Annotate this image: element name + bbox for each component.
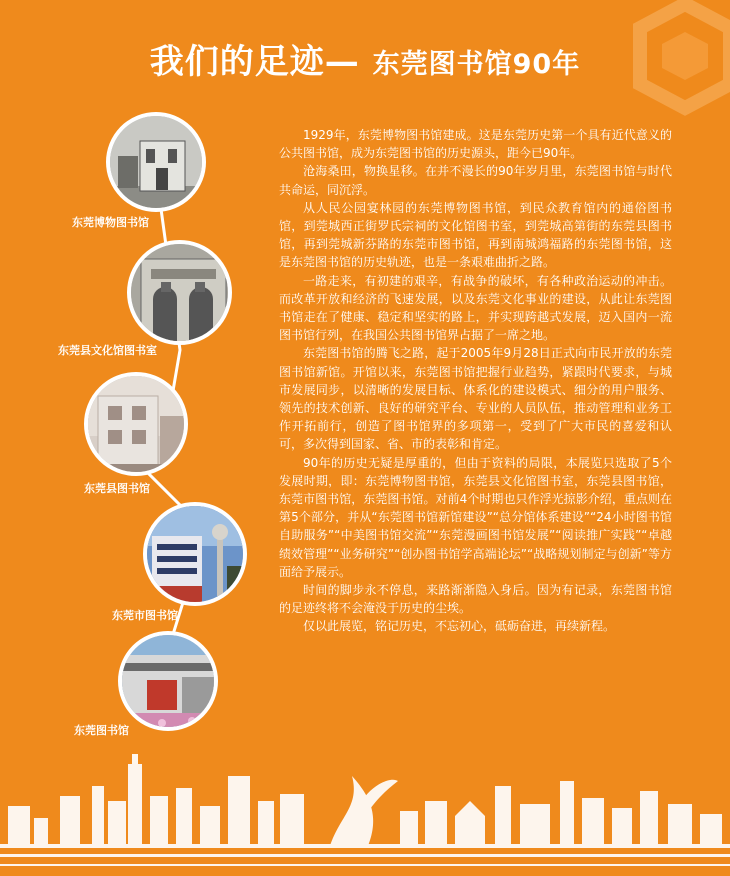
- paragraph: 仅以此展览，铭记历史，不忘初心，砥砺奋进，再续新程。: [303, 619, 616, 634]
- paragraph: 沧海桑田，物换星移。在并不漫长的90年岁月里，东莞图书馆与时代共命运，同沉浮。: [279, 164, 672, 197]
- arched-facade-photo: [127, 240, 232, 345]
- paragraph: 90年的历史无疑是厚重的，但由于资料的局限，本展览只选取了5个发展时期，即：东莞博物图书馆，东莞县文化馆图书室，东莞县图书馆，东莞市图书馆，东莞图书馆。对前4个时期也只作浮光掠影介绍，重点则在第5个部分，并从“东莞图书馆新馆建设”“总分馆体系建设”“24小时图书馆自助服务”“中美图书馆交流”“东莞漫画图书馆发展”“阅读推广实践”“卓越绩效管理”“业务研究”“创办图书馆学高端论坛”“战略规划制定与创新”等方面给予展示。: [279, 455, 672, 579]
- city-skyline-silhouette: [0, 746, 730, 876]
- city-library-photo: [143, 502, 247, 606]
- era-caption: 东莞县文化馆图书室: [58, 344, 157, 357]
- paragraph: 时间的脚步永不停息，来路渐渐隐入身后。因为有记录，东莞图书馆的足迹终将不会淹没于历史的尘埃。: [279, 583, 672, 616]
- era-caption: 东莞图书馆: [74, 724, 129, 737]
- timeline: [0, 0, 300, 760]
- paragraph: 一路走来，有初建的艰辛，有战争的破坏，有各种政治运动的冲击。而改革开放和经济的飞速发展，以及东莞文化事业的建设，从此让东莞图书馆走在了健康、稳定和坚实的路上，并实现跨越式发展，迈入国内一流图书馆行列，在我国公共图书馆界占据了一席之地。: [279, 273, 672, 343]
- era-caption: 东莞博物图书馆: [72, 216, 149, 229]
- modern-library-photo: [118, 631, 218, 731]
- title-sub: 东莞图书馆90年: [372, 49, 581, 80]
- era-caption: 东莞县图书馆: [84, 482, 150, 495]
- title-main: 我们的足迹: [149, 42, 325, 82]
- paragraph: 1929年，东莞博物图书馆建成。这是东莞历史第一个具有近代意义的公共图书馆，成为东莞图书馆的历史源头，距今已90年。: [279, 128, 672, 161]
- paragraph: 东莞图书馆的腾飞之路，起于2005年9月28日正式向市民开放的东莞图书馆新馆。开馆以来，东莞图书馆把握行业趋势，紧跟时代要求，与城市发展同步，以清晰的发展目标、体系化的建设模式、细分的用户服务、领先的技术创新、良好的研究平台、专业的人员队伍，推动管理和业务工作开拓前行，创造了图书馆界的多项第一，受到了广大市民的喜爱和认可，多次得到国家、省、市的表彰和肯定。: [279, 346, 672, 452]
- tiled-building-photo: [84, 372, 188, 476]
- era-caption: 东莞市图书馆: [112, 609, 178, 622]
- intro-text: [279, 126, 672, 636]
- paragraph: 从人民公园宴林园的东莞博物图书馆，到民众教育馆内的通俗图书馆，到莞城西正街罗氏宗祠的文化馆图书室，到莞城高第街的东莞县图书馆，再到莞城新芬路的东莞市图书馆，再到南城鸿福路的东莞图书馆，这是东莞图书馆的历史轨迹，也是一条艰难曲折之路。: [279, 200, 672, 270]
- title-dash: —: [324, 42, 360, 82]
- old-building-photo: [106, 112, 206, 212]
